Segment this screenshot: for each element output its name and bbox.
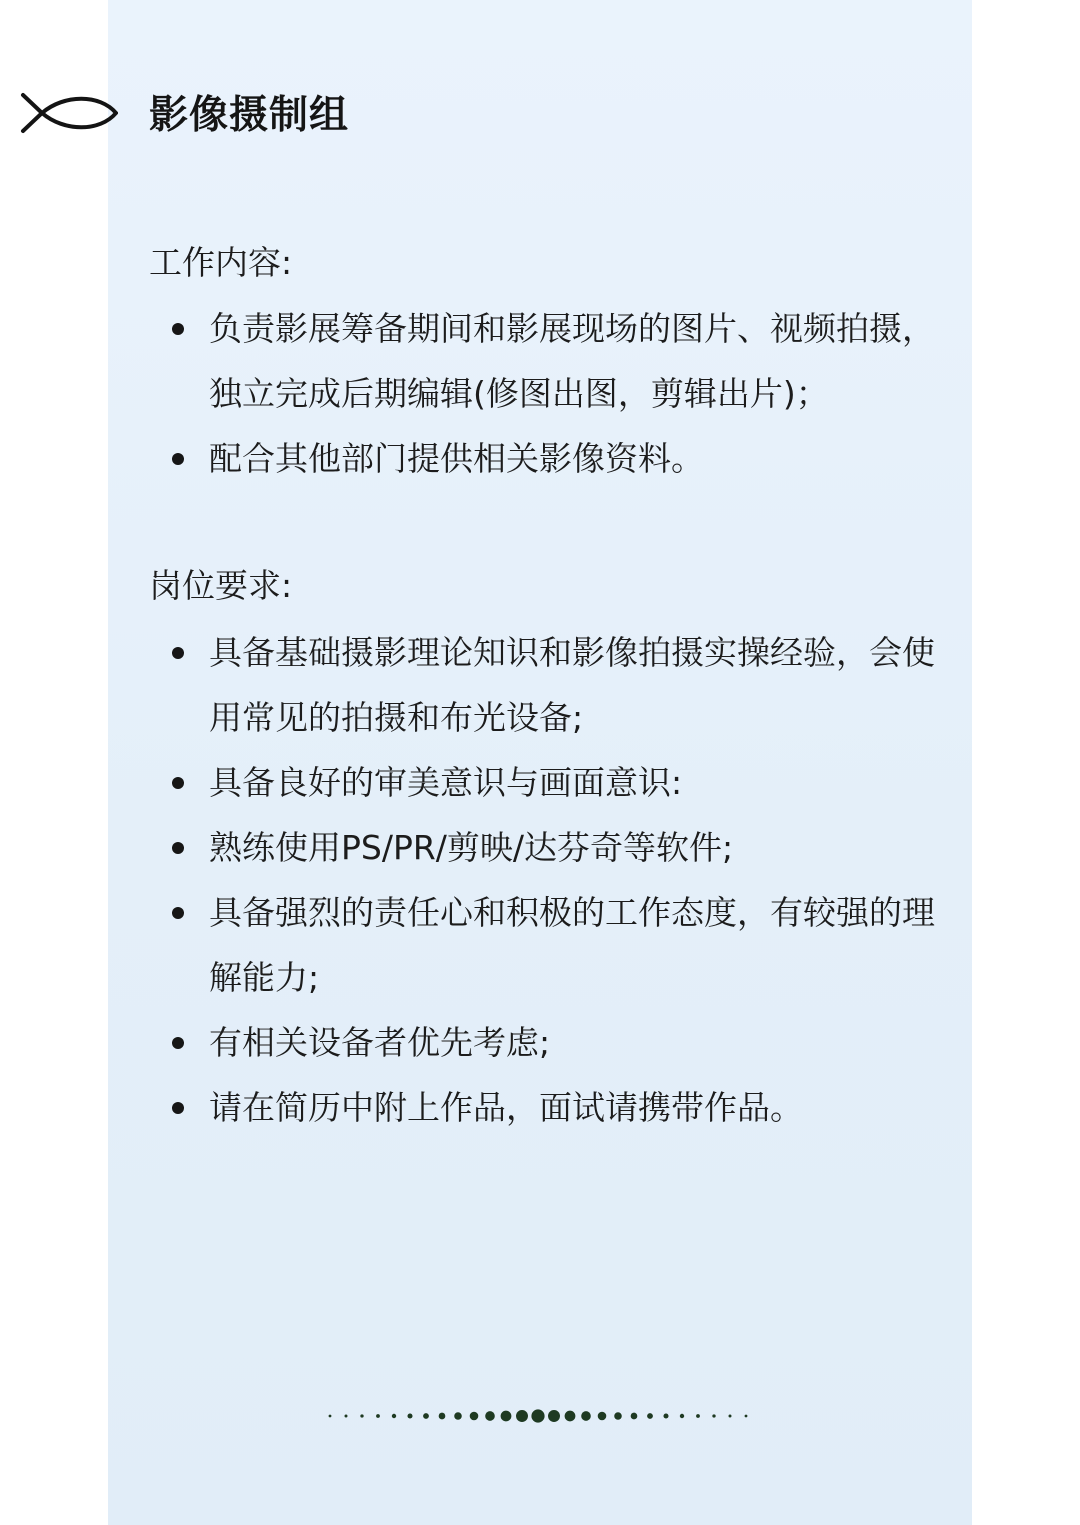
bullet-icon — [172, 647, 184, 659]
divider-dot — [501, 1411, 512, 1422]
bullet-icon — [172, 323, 184, 335]
requirement-list-item — [160, 815, 960, 880]
bullet-icon — [172, 777, 184, 789]
divider-dot — [614, 1412, 622, 1420]
requirements-list — [160, 620, 960, 1140]
divider-dot — [360, 1414, 363, 1417]
work-content-list — [160, 296, 960, 491]
requirement-list-item — [160, 1010, 960, 1075]
divider-dot — [581, 1411, 591, 1421]
divider-dot — [680, 1414, 684, 1418]
requirement-item-text: 有相关设备者优先考虑; — [209, 1023, 551, 1062]
divider-dot — [647, 1413, 653, 1419]
work-list-item — [160, 296, 960, 426]
bullet-icon — [172, 842, 184, 854]
divider-dot — [470, 1412, 479, 1421]
bullet-icon — [172, 907, 184, 919]
fish-outline-icon — [20, 88, 118, 138]
work-item-text: 负责影展筹备期间和影展现场的图片、视频拍摄，独立完成后期编辑(修图出图，剪辑出片)； — [209, 309, 935, 413]
work-list-item — [160, 426, 960, 491]
divider-dot — [516, 1410, 528, 1422]
divider-dot — [485, 1411, 495, 1421]
dotted-divider — [322, 1404, 758, 1428]
divider-dot — [376, 1414, 380, 1418]
divider-dot — [439, 1413, 446, 1420]
divider-dot — [696, 1414, 700, 1418]
work-content-heading: 工作内容: — [149, 243, 293, 282]
requirements-heading: 岗位要求: — [149, 566, 293, 605]
divider-dot — [407, 1413, 412, 1418]
divider-dot — [548, 1410, 560, 1422]
divider-dot — [392, 1414, 396, 1418]
divider-dot — [729, 1415, 732, 1418]
divider-dot — [423, 1413, 429, 1419]
divider-dot — [663, 1413, 668, 1418]
requirement-item-text: 熟练使用PS/PR/剪映/达芬奇等软件; — [209, 828, 734, 867]
requirement-list-item — [160, 750, 960, 815]
requirement-list-item — [160, 620, 960, 750]
page-title: 影像摄制组 — [149, 93, 350, 138]
divider-dot — [745, 1415, 748, 1418]
requirement-item-text: 请在简历中附上作品，面试请携带作品。 — [209, 1088, 803, 1127]
divider-dot — [565, 1411, 576, 1422]
bullet-icon — [172, 1037, 184, 1049]
work-item-text: 配合其他部门提供相关影像资料。 — [209, 439, 704, 478]
requirement-list-item — [160, 1075, 960, 1140]
divider-dot — [631, 1413, 638, 1420]
divider-dot — [345, 1415, 348, 1418]
requirement-list-item — [160, 880, 960, 1010]
requirement-item-text: 具备基础摄影理论知识和影像拍摄实操经验，会使用常见的拍摄和布光设备; — [209, 633, 935, 737]
bullet-icon — [172, 1102, 184, 1114]
divider-dot — [598, 1412, 607, 1421]
bullet-icon — [172, 453, 184, 465]
divider-dot — [531, 1409, 544, 1422]
divider-dot — [712, 1414, 715, 1417]
divider-dot — [329, 1415, 332, 1418]
divider-dot — [454, 1412, 462, 1420]
requirement-item-text: 具备良好的审美意识与画面意识: — [209, 763, 683, 802]
requirement-item-text: 具备强烈的责任心和积极的工作态度，有较强的理解能力; — [209, 893, 935, 997]
